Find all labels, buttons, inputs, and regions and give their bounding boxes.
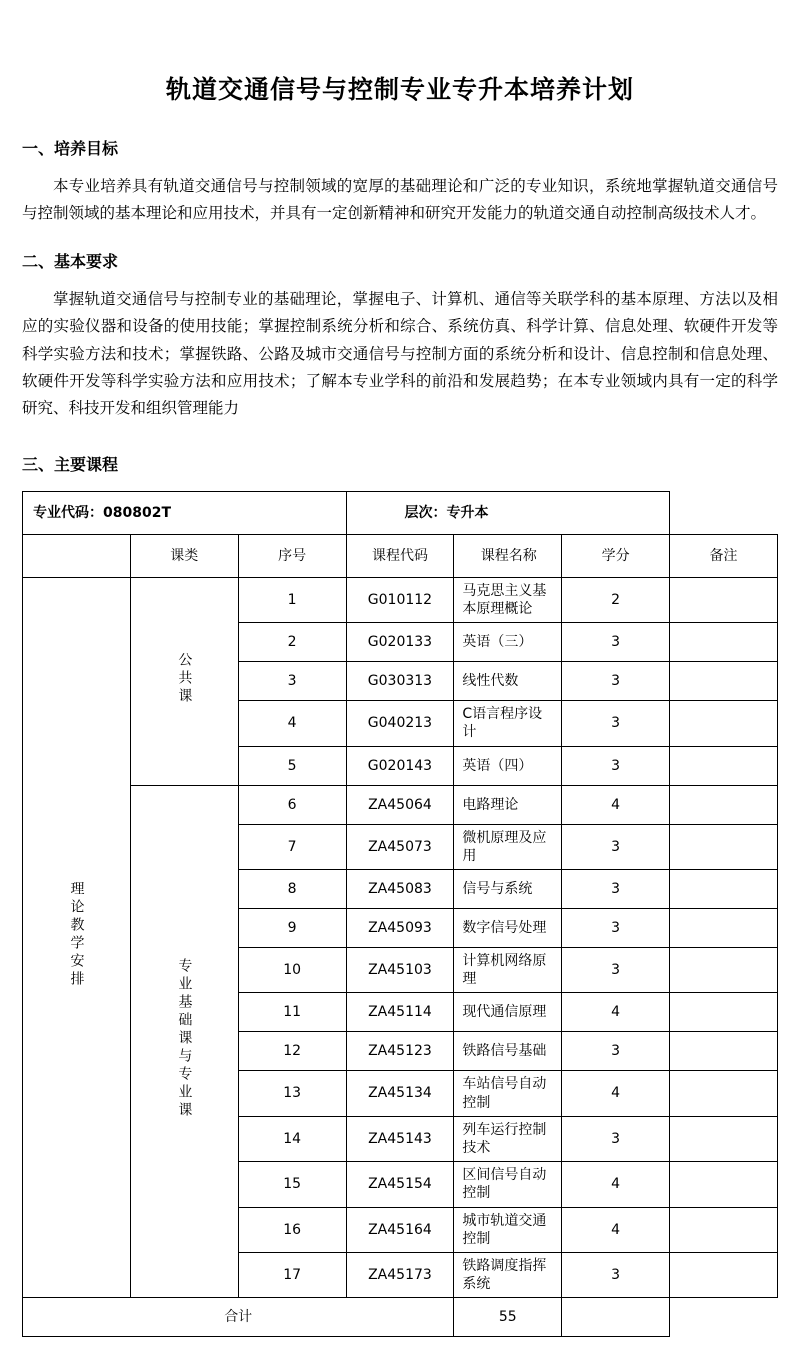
course-name: C语言程序设计 bbox=[454, 701, 562, 746]
column-header-outer bbox=[23, 534, 131, 577]
course-plan-table bbox=[22, 491, 778, 1337]
column-header-row bbox=[23, 534, 778, 577]
section-heading-courses: 三、主要课程 bbox=[22, 454, 119, 474]
course-name: 车站信号自动控制 bbox=[454, 1071, 562, 1116]
course-name: 区间信号自动控制 bbox=[454, 1162, 562, 1207]
group-label-outer-text: 理论教学安排 bbox=[68, 880, 85, 989]
course-no: 15 bbox=[238, 1162, 346, 1207]
major-code-cell: 专业代码：080802T bbox=[23, 491, 347, 534]
course-no: 9 bbox=[238, 909, 346, 948]
course-code: ZA45134 bbox=[346, 1071, 454, 1116]
course-note bbox=[670, 1032, 778, 1071]
course-note bbox=[670, 1207, 778, 1252]
course-no: 2 bbox=[238, 623, 346, 662]
course-credit: 4 bbox=[562, 1162, 670, 1207]
column-header-note: 备注 bbox=[670, 534, 778, 577]
course-no: 11 bbox=[238, 993, 346, 1032]
course-name: 铁路调度指挥系统 bbox=[454, 1252, 562, 1297]
course-code: ZA45093 bbox=[346, 909, 454, 948]
course-credit: 3 bbox=[562, 909, 670, 948]
total-label: 合计 bbox=[23, 1298, 454, 1337]
course-no: 1 bbox=[238, 577, 346, 622]
course-credit: 3 bbox=[562, 1116, 670, 1161]
course-no: 7 bbox=[238, 824, 346, 869]
course-code: G040213 bbox=[346, 701, 454, 746]
course-code: G020143 bbox=[346, 746, 454, 785]
course-name: 信号与系统 bbox=[454, 870, 562, 909]
course-name: 铁路信号基础 bbox=[454, 1032, 562, 1071]
course-note bbox=[670, 746, 778, 785]
course-credit: 3 bbox=[562, 746, 670, 785]
course-name: 计算机网络原理 bbox=[454, 948, 562, 993]
course-code: G020133 bbox=[346, 623, 454, 662]
column-header-name: 课程名称 bbox=[454, 534, 562, 577]
course-no: 10 bbox=[238, 948, 346, 993]
course-credit: 3 bbox=[562, 824, 670, 869]
course-name: 马克思主义基本原理概论 bbox=[454, 577, 562, 622]
level-cell: 层次：专升本 bbox=[346, 491, 670, 534]
course-code: ZA45123 bbox=[346, 1032, 454, 1071]
course-no: 4 bbox=[238, 701, 346, 746]
course-credit: 4 bbox=[562, 785, 670, 824]
course-credit: 3 bbox=[562, 623, 670, 662]
course-code: G010112 bbox=[346, 577, 454, 622]
course-name: 英语（三） bbox=[454, 623, 562, 662]
course-code: ZA45173 bbox=[346, 1252, 454, 1297]
course-note bbox=[670, 785, 778, 824]
course-name: 线性代数 bbox=[454, 662, 562, 701]
course-note bbox=[670, 993, 778, 1032]
course-code: ZA45114 bbox=[346, 993, 454, 1032]
course-credit: 3 bbox=[562, 701, 670, 746]
course-no: 8 bbox=[238, 870, 346, 909]
course-no: 5 bbox=[238, 746, 346, 785]
course-note bbox=[670, 870, 778, 909]
column-header-credit: 学分 bbox=[562, 534, 670, 577]
table-row bbox=[23, 577, 778, 622]
course-code: ZA45073 bbox=[346, 824, 454, 869]
course-note bbox=[670, 623, 778, 662]
course-credit: 3 bbox=[562, 1032, 670, 1071]
column-header-code: 课程代码 bbox=[346, 534, 454, 577]
total-credit: 55 bbox=[454, 1298, 562, 1337]
course-code: ZA45164 bbox=[346, 1207, 454, 1252]
section-paragraph-requirements: 掌握轨道交通信号与控制专业的基础理论，掌握电子、计算机、通信等关联学科的基本原理、方法以及相应的实验仪器和设备的使用技能；掌握控制系统分析和综合、系统仿真、科学计算、信息处理、软硬件开发等科学实验方法和技术；掌握铁路、公路及城市交通信号与控制方面的系统分析和设计、信息控制和信息处理、软硬件开发等科学实验方法和应用技术；了解本专业学科的前沿和发展趋势；在本专业领域内具有一定的科学研究、科技开发和组织管理能力 bbox=[22, 290, 778, 417]
course-note bbox=[670, 577, 778, 622]
table-row bbox=[23, 785, 778, 824]
group-label-major-text: 专业基础课与专业课 bbox=[176, 957, 193, 1120]
course-note bbox=[670, 1116, 778, 1161]
total-note bbox=[562, 1298, 670, 1337]
course-name: 微机原理及应用 bbox=[454, 824, 562, 869]
course-name: 电路理论 bbox=[454, 785, 562, 824]
course-name: 现代通信原理 bbox=[454, 993, 562, 1032]
course-name: 英语（四） bbox=[454, 746, 562, 785]
group-label-public-text: 公共课 bbox=[176, 651, 193, 706]
course-code: ZA45064 bbox=[346, 785, 454, 824]
course-note bbox=[670, 701, 778, 746]
course-note bbox=[670, 1162, 778, 1207]
course-credit: 3 bbox=[562, 870, 670, 909]
section-heading-requirements: 二、基本要求 bbox=[22, 252, 119, 272]
course-note bbox=[670, 948, 778, 993]
section-paragraph-goal: 本专业培养具有轨道交通信号与控制领域的宽厚的基础理论和广泛的专业知识，系统地掌握轨道交通信号与控制领域的基本理论和应用技术，并具有一定创新精神和研究开发能力的轨道交通自动控制高级技术人才。 bbox=[22, 177, 778, 223]
course-code: ZA45154 bbox=[346, 1162, 454, 1207]
course-name: 列车运行控制技术 bbox=[454, 1116, 562, 1161]
table-total-row bbox=[23, 1298, 778, 1337]
course-code: ZA45143 bbox=[346, 1116, 454, 1161]
course-code: ZA45083 bbox=[346, 870, 454, 909]
course-no: 13 bbox=[238, 1071, 346, 1116]
column-header-category: 课类 bbox=[130, 534, 238, 577]
course-no: 3 bbox=[238, 662, 346, 701]
course-credit: 3 bbox=[562, 1252, 670, 1297]
course-no: 6 bbox=[238, 785, 346, 824]
section-heading-goal: 一、培养目标 bbox=[22, 139, 119, 158]
group-label-outer bbox=[23, 577, 131, 1297]
course-no: 16 bbox=[238, 1207, 346, 1252]
course-credit: 4 bbox=[562, 993, 670, 1032]
course-code: ZA45103 bbox=[346, 948, 454, 993]
course-credit: 3 bbox=[562, 948, 670, 993]
group-label-major bbox=[130, 785, 238, 1298]
course-credit: 4 bbox=[562, 1071, 670, 1116]
course-note bbox=[670, 909, 778, 948]
group-label-public bbox=[130, 577, 238, 785]
course-no: 17 bbox=[238, 1252, 346, 1297]
table-header-row bbox=[23, 491, 778, 534]
course-note bbox=[670, 662, 778, 701]
course-code: G030313 bbox=[346, 662, 454, 701]
course-credit: 3 bbox=[562, 662, 670, 701]
course-note bbox=[670, 1252, 778, 1297]
page-title: 轨道交通信号与控制专业专升本培养计划 bbox=[165, 75, 634, 104]
course-credit: 4 bbox=[562, 1207, 670, 1252]
course-name: 城市轨道交通控制 bbox=[454, 1207, 562, 1252]
course-no: 14 bbox=[238, 1116, 346, 1161]
column-header-no: 序号 bbox=[238, 534, 346, 577]
course-note bbox=[670, 1071, 778, 1116]
course-no: 12 bbox=[238, 1032, 346, 1071]
course-credit: 2 bbox=[562, 577, 670, 622]
course-name: 数字信号处理 bbox=[454, 909, 562, 948]
course-note bbox=[670, 824, 778, 869]
